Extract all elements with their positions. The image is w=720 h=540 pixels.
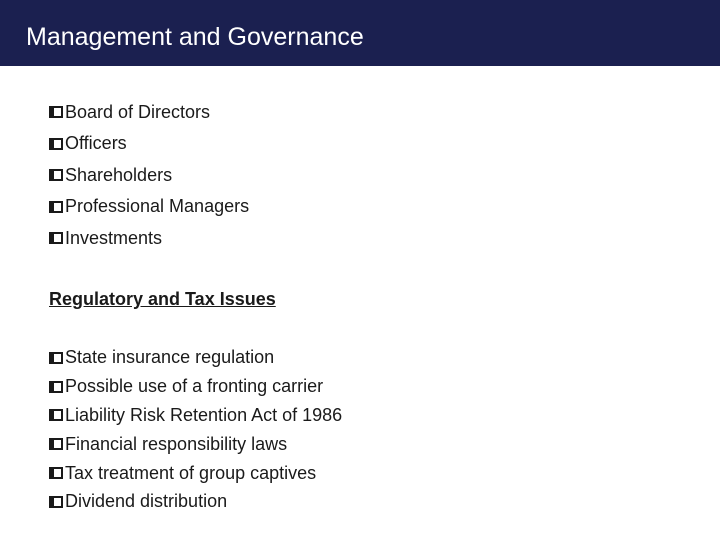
list-item bbox=[49, 401, 342, 430]
square-bullet-icon bbox=[49, 467, 63, 479]
list-item bbox=[49, 96, 249, 128]
list-item-label: Shareholders bbox=[65, 164, 173, 185]
square-bullet-icon bbox=[49, 496, 63, 508]
section-heading: Regulatory and Tax Issues bbox=[49, 289, 276, 309]
list-item bbox=[49, 429, 342, 458]
list-item-label: Investments bbox=[65, 227, 163, 248]
list-item bbox=[49, 487, 342, 516]
slide-title: Management and Governance bbox=[26, 23, 364, 51]
square-bullet-icon bbox=[49, 201, 63, 213]
list-item-label: Board of Directors bbox=[65, 101, 211, 122]
list-item-label: Liability Risk Retention Act of 1986 bbox=[65, 404, 343, 425]
list-item-label: Financial responsibility laws bbox=[65, 433, 288, 454]
list-item-label: Professional Managers bbox=[65, 196, 250, 217]
list-item-label: Tax treatment of group captives bbox=[65, 462, 317, 483]
title-bar bbox=[0, 0, 720, 66]
list-item-label: Officers bbox=[65, 133, 127, 154]
list-item bbox=[49, 191, 249, 223]
list-item-label: State insurance regulation bbox=[65, 347, 275, 368]
governance-list bbox=[49, 96, 249, 254]
list-item bbox=[49, 458, 342, 487]
list-item-label: Possible use of a fronting carrier bbox=[65, 376, 324, 397]
square-bullet-icon bbox=[49, 232, 63, 244]
square-bullet-icon bbox=[49, 352, 63, 364]
square-bullet-icon bbox=[49, 409, 63, 421]
regulatory-list bbox=[49, 343, 342, 516]
square-bullet-icon bbox=[49, 381, 63, 393]
list-item bbox=[49, 222, 249, 254]
list-item bbox=[49, 159, 249, 191]
square-bullet-icon bbox=[49, 138, 63, 150]
square-bullet-icon bbox=[49, 169, 63, 181]
list-item bbox=[49, 128, 249, 160]
square-bullet-icon bbox=[49, 106, 63, 118]
list-item bbox=[49, 372, 342, 401]
list-item-label: Dividend distribution bbox=[65, 491, 228, 512]
square-bullet-icon bbox=[49, 438, 63, 450]
list-item bbox=[49, 343, 342, 372]
